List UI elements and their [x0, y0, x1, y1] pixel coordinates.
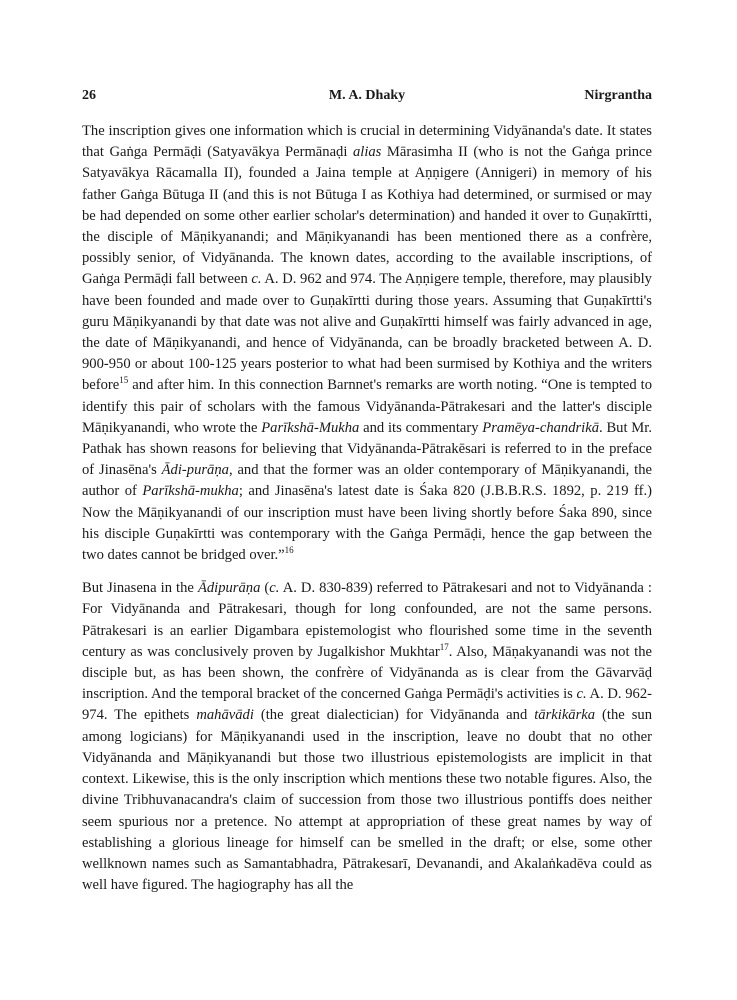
book-title: Ādipurāṇa: [197, 580, 261, 597]
italic-circa: c.: [269, 580, 280, 597]
italic-term: mahāvādi: [196, 707, 254, 724]
text-run: A. D. 962-974. The epithets: [82, 686, 652, 724]
book-title: Ādi-purāṇa: [161, 462, 229, 479]
text-run: and after him. In this connection Barnnet's remarks are worth noting. “One is tempted to identify this pair of scholars with the famous Vidyānanda-Pātrakesari and the latter's disciple Māṇikyanandi, who wrote the: [82, 377, 652, 436]
italic-circa: c.: [576, 686, 587, 703]
footnote-ref-16: 16: [284, 545, 294, 556]
text-run: Mārasimha II (who is not the Gaṅga prince Satyavākya Rācamalla II), founded a Jaina temple at Aṇṇigere (Annigeri) in memory of his father Gaṅga Būtuga II (and this is not Būtuga I as Kothiya had determined, or surmised or may be had depended on some other earlier scholar's determination) and handed it over to Guṇakīrtti, the disciple of Māṇikyanandi; and Māṇikyanandi has been mentioned there as a confrère, possibly senior, of Vidyānanda. The known dates, according to the available inscriptions, of Gaṅga Permāḍi fall between: [82, 144, 652, 288]
book-title: Pramēya-chandrikā: [482, 419, 600, 436]
footnote-ref-17: 17: [439, 642, 449, 653]
journal-name: Nirgrantha: [584, 88, 652, 103]
paragraph-1: [82, 121, 652, 566]
italic-term: tārkikārka: [534, 707, 596, 724]
footnote-ref-15: 15: [119, 375, 129, 386]
text-run: But Jinasena in the: [82, 580, 198, 597]
book-title: Parīkshā-mukha: [142, 483, 239, 500]
text-run: A. D. 962 and 974. The Aṇṇigere temple, therefore, may plausibly have been founded and made over to Guṇakīrtti during those years. Assuming that Guṇakīrtti's guru Māṇikyanandi by that date was not alive and Guṇakīrtti himself was fairly advanced in age, the date of Māṇikyanandi, and hence of Vidyānanda, can be broadly bracketed between A. D. 900-950 or about 100-125 years posterior to what had been surmised by Kothiya and the writers before: [82, 271, 652, 394]
text-run: (: [260, 580, 270, 597]
article-body: [82, 121, 652, 896]
text-run: A. D. 830-839) referred to Pātrakesari and not to Vidyānanda : For Vidyānanda and Pātrakesari, though for long confounded, are not the same persons. Pātrakesari is an earlier Digambara epistemologist who flourished some time in the seventh century as was conclusively proven by Jugalkishor Mukhtar: [82, 580, 652, 660]
text-run: . But Mr. Pathak has shown reasons for believing that Vidyānanda-Pātrakēsari is referred to in the preface of Jinasēna's: [82, 419, 652, 479]
text-run: (the sun among logicians) for Māṇikyanandi used in the inscription, leave no doubt that no other Vidyānanda and Māṇikyanandi but those two illustrious epistemologists are implicit in that context. Likewise, this is the only inscription which mentions these two notable figures. Also, the divine Tribhuvanacandra's claim of succession from those two illustrious pontiffs does neither seem spurious nor a pretence. No attempt at appropriation of these great names by way of establishing a glorious lineage for himself can be smelled in the draft; or else, some other wellknown names such as Samantabhadra, Pātrakesarī, Devanandi, and Akalaṅkadēva could as well have figured. The hagiography has all the: [82, 707, 652, 894]
text-run: . Also, Māṇakyanandi was not the disciple but, as has been shown, the confrère of Vidyānanda as is clear from the Gāvarvāḍ inscription. And the temporal bracket of the concerned Gaṅga Permāḍi's activities is: [82, 643, 653, 703]
italic-term: alias: [352, 144, 382, 161]
italic-circa: c.: [251, 271, 262, 288]
book-title: Parīkshā-Mukha: [261, 419, 360, 436]
author-name: M. A. Dhaky: [328, 88, 406, 103]
text-run: The inscription gives one information which is crucial in determining Vidyānanda's date. It states that Gaṅga Permāḍi (Satyavākya Permānaḍi: [82, 123, 652, 161]
text-run: ; and Jinasēna's latest date is Śaka 820 (J.B.B.R.S. 1892, p. 219 ff.) Now the Māṇikyanandi of our inscription must have been living shortly before Śaka 890, since his disciple Guṇakīrtti was contemporary with the Gaṅga Permāḍi, hence the gap between the two dates cannot be bridged over.”: [82, 483, 652, 564]
paragraph-2: [82, 578, 652, 896]
text-run: , and that the former was an older contemporary of Māṇikyanandi, the author of: [82, 462, 653, 500]
text-run: and its commentary: [359, 419, 483, 436]
page-number: 26: [82, 88, 96, 103]
text-run: (the great dialectician) for Vidyānanda and: [253, 707, 535, 724]
